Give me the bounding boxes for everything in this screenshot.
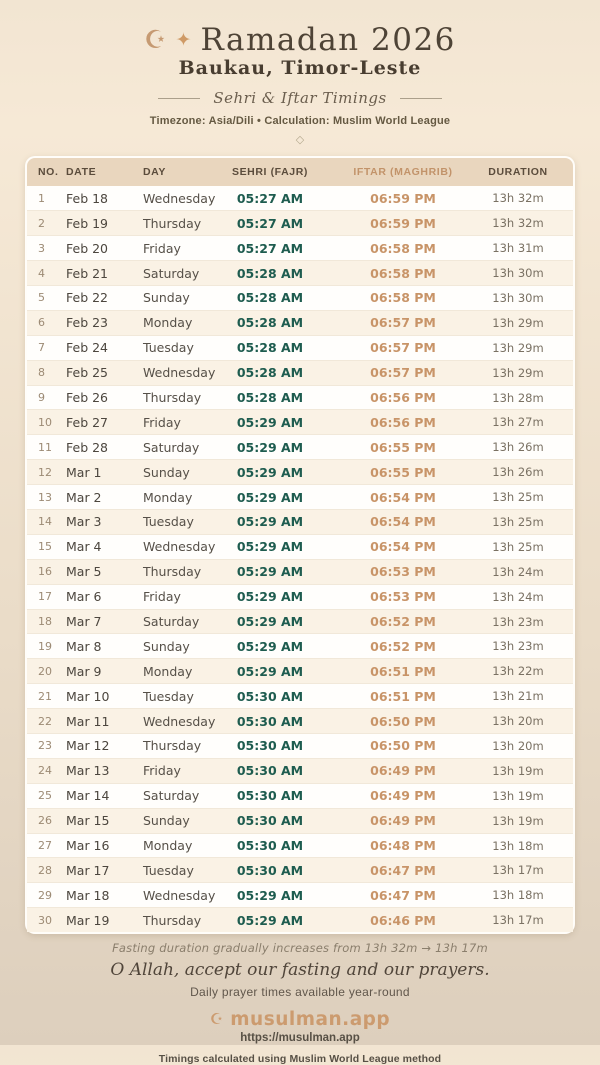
cell-day: Sunday — [143, 638, 190, 654]
cell-duration: 13h 27m — [492, 415, 544, 430]
availability-text: Daily prayer times available year-round — [190, 985, 410, 1000]
cell-iftar: 06:53 PM — [370, 564, 436, 580]
divider-line-right — [400, 98, 442, 99]
cell-duration: 13h 19m — [492, 788, 544, 803]
cell-sehri: 05:29 AM — [236, 464, 304, 480]
table-body — [27, 186, 573, 932]
timings-table-card — [25, 156, 575, 934]
table-row — [27, 907, 573, 932]
cell-no: 29 — [38, 888, 52, 902]
cell-date: Feb 20 — [66, 240, 109, 256]
table-row — [27, 260, 573, 285]
cell-day: Tuesday — [143, 340, 194, 356]
table-row — [27, 310, 573, 335]
table-row — [27, 633, 573, 658]
cell-date: Mar 7 — [66, 614, 102, 630]
section-subtitle-row — [144, 89, 456, 107]
table-row — [27, 609, 573, 634]
cell-day: Thursday — [143, 738, 202, 754]
cell-iftar: 06:54 PM — [370, 539, 436, 555]
cell-sehri: 05:29 AM — [236, 414, 304, 430]
cell-no: 7 — [38, 341, 45, 355]
cell-day: Tuesday — [143, 688, 194, 704]
cell-iftar: 06:57 PM — [370, 365, 436, 381]
cell-iftar: 06:50 PM — [370, 738, 436, 754]
column-header-day: DAY — [143, 166, 167, 179]
cell-date: Mar 11 — [66, 713, 110, 729]
cell-day: Wednesday — [143, 190, 216, 206]
cell-no: 4 — [38, 266, 45, 280]
cell-duration: 13h 24m — [492, 589, 544, 604]
cell-sehri: 05:29 AM — [236, 514, 304, 530]
table-row — [27, 882, 573, 907]
table-row — [27, 409, 573, 434]
cell-day: Tuesday — [143, 514, 194, 530]
table-row — [27, 857, 573, 882]
cell-duration: 13h 18m — [492, 838, 544, 853]
cell-day: Wednesday — [143, 713, 216, 729]
cell-no: 8 — [38, 366, 45, 380]
location-title: Baukau, Timor-Leste — [178, 56, 422, 79]
cell-no: 5 — [38, 291, 45, 305]
cell-sehri: 05:28 AM — [236, 290, 304, 306]
cell-date: Mar 19 — [66, 912, 110, 928]
cell-day: Wednesday — [143, 365, 216, 381]
cell-iftar: 06:48 PM — [370, 838, 436, 854]
cell-sehri: 05:27 AM — [236, 215, 304, 231]
website-url-link[interactable]: https://musulman.app — [240, 1032, 360, 1045]
diamond-ornament-icon: ◇ — [295, 133, 305, 147]
cell-sehri: 05:27 AM — [236, 190, 304, 206]
table-row — [27, 658, 573, 683]
cell-sehri: 05:29 AM — [236, 539, 304, 555]
cell-duration: 13h 32m — [492, 191, 544, 206]
cell-duration: 13h 23m — [492, 639, 544, 654]
table-row — [27, 210, 573, 235]
cell-no: 14 — [38, 515, 52, 529]
cell-iftar: 06:49 PM — [370, 788, 436, 804]
cell-date: Mar 16 — [66, 838, 110, 854]
cell-date: Mar 4 — [66, 539, 102, 555]
cell-duration: 13h 20m — [492, 738, 544, 753]
cell-iftar: 06:57 PM — [370, 315, 436, 331]
cell-sehri: 05:30 AM — [236, 738, 304, 754]
cell-date: Mar 12 — [66, 738, 110, 754]
cell-day: Sunday — [143, 290, 190, 306]
cell-sehri: 05:30 AM — [236, 813, 304, 829]
cell-date: Mar 2 — [66, 489, 102, 505]
cell-no: 1 — [38, 191, 45, 205]
crescent-moon-icon: ☪ — [144, 24, 167, 54]
cell-no: 21 — [38, 689, 52, 703]
cell-date: Feb 24 — [66, 340, 109, 356]
cell-iftar: 06:49 PM — [370, 813, 436, 829]
column-header-date: DATE — [66, 166, 97, 179]
cell-iftar: 06:51 PM — [370, 663, 436, 679]
cell-iftar: 06:58 PM — [370, 265, 436, 281]
cell-date: Feb 25 — [66, 365, 109, 381]
cell-duration: 13h 24m — [492, 564, 544, 579]
table-row — [27, 186, 573, 210]
cell-iftar: 06:55 PM — [370, 464, 436, 480]
cell-day: Friday — [143, 589, 181, 605]
fasting-duration-note: Fasting duration gradually increases from 13h 32m → 13h 17m — [112, 941, 488, 956]
cell-iftar: 06:50 PM — [370, 713, 436, 729]
table-row — [27, 559, 573, 584]
cell-date: Mar 17 — [66, 862, 110, 878]
cell-day: Tuesday — [143, 862, 194, 878]
cell-day: Sunday — [143, 464, 190, 480]
cell-date: Mar 15 — [66, 813, 110, 829]
cell-no: 10 — [38, 415, 52, 429]
column-header-iftar: IFTAR (MAGHRIB) — [353, 166, 453, 179]
cell-date: Feb 26 — [66, 390, 109, 405]
table-row — [27, 833, 573, 858]
cell-no: 19 — [38, 639, 52, 653]
cell-day: Friday — [143, 763, 181, 779]
cell-date: Feb 21 — [66, 265, 109, 281]
cell-duration: 13h 22m — [492, 664, 544, 679]
cell-day: Wednesday — [143, 539, 216, 555]
table-row — [27, 335, 573, 360]
cell-no: 20 — [38, 664, 52, 678]
subtitle-text: Sehri & Iftar Timings — [213, 89, 387, 108]
table-row — [27, 285, 573, 310]
dua-text: O Allah, accept our fasting and our prayers. — [110, 960, 490, 981]
cell-day: Wednesday — [143, 887, 216, 903]
cell-day: Sunday — [143, 813, 190, 829]
table-row — [27, 733, 573, 758]
cell-iftar: 06:55 PM — [370, 439, 436, 455]
cell-iftar: 06:47 PM — [370, 887, 436, 903]
cell-no: 22 — [38, 714, 52, 728]
cell-sehri: 05:28 AM — [236, 265, 304, 281]
cell-iftar: 06:58 PM — [370, 290, 436, 306]
cell-date: Feb 18 — [66, 190, 109, 206]
cell-duration: 13h 32m — [492, 216, 544, 231]
table-row — [27, 683, 573, 708]
column-header-duration: DURATION — [488, 166, 548, 179]
cell-date: Mar 10 — [66, 688, 110, 704]
cell-iftar: 06:52 PM — [370, 614, 436, 630]
cell-date: Mar 3 — [66, 514, 102, 530]
cell-date: Feb 19 — [66, 215, 109, 231]
cell-day: Monday — [143, 489, 193, 505]
divider-line-left — [158, 98, 200, 99]
cell-duration: 13h 18m — [492, 888, 544, 903]
cell-date: Feb 28 — [66, 439, 109, 455]
timezone-calculation-meta: Timezone: Asia/Dili • Calculation: Muslim World League — [149, 115, 451, 128]
table-row — [27, 360, 573, 385]
cell-date: Feb 27 — [66, 414, 109, 430]
cell-day: Thursday — [143, 912, 202, 928]
table-row — [27, 235, 573, 260]
cell-iftar: 06:59 PM — [370, 215, 436, 231]
table-row — [27, 783, 573, 808]
cell-date: Mar 8 — [66, 638, 102, 654]
cell-day: Monday — [143, 315, 193, 331]
cell-iftar: 06:59 PM — [370, 190, 436, 206]
cell-iftar: 06:51 PM — [370, 688, 436, 704]
cell-day: Saturday — [143, 614, 200, 630]
cell-day: Thursday — [143, 215, 202, 231]
cell-iftar: 06:56 PM — [370, 390, 436, 405]
footer — [110, 934, 489, 1065]
brand-row — [210, 1009, 390, 1030]
cell-no: 23 — [38, 739, 52, 753]
table-row — [27, 808, 573, 833]
cell-duration: 13h 30m — [492, 290, 544, 305]
cell-no: 28 — [38, 863, 52, 877]
cell-date: Mar 6 — [66, 589, 102, 605]
cell-iftar: 06:52 PM — [370, 638, 436, 654]
cell-day: Saturday — [143, 439, 200, 455]
cell-day: Saturday — [143, 788, 200, 804]
cell-date: Feb 23 — [66, 315, 109, 331]
cell-no: 3 — [38, 241, 45, 255]
cell-duration: 13h 17m — [492, 863, 544, 878]
cell-duration: 13h 31m — [492, 241, 544, 256]
cell-sehri: 05:28 AM — [236, 315, 304, 331]
cell-date: Mar 5 — [66, 564, 102, 580]
cell-duration: 13h 25m — [492, 514, 544, 529]
cell-duration: 13h 26m — [492, 440, 544, 455]
cell-sehri: 05:27 AM — [236, 240, 304, 256]
cell-no: 15 — [38, 540, 52, 554]
cell-no: 18 — [38, 615, 52, 629]
cell-day: Friday — [143, 414, 181, 430]
cell-sehri: 05:29 AM — [236, 489, 304, 505]
cell-iftar: 06:47 PM — [370, 862, 436, 878]
cell-duration: 13h 29m — [492, 315, 544, 330]
cell-duration: 13h 29m — [492, 365, 544, 380]
cell-sehri: 05:30 AM — [236, 688, 304, 704]
title-row — [144, 24, 456, 57]
cell-no: 25 — [38, 789, 52, 803]
cell-iftar: 06:54 PM — [370, 514, 436, 530]
cell-date: Mar 1 — [66, 464, 102, 480]
table-row — [27, 534, 573, 559]
cell-sehri: 05:30 AM — [236, 763, 304, 779]
cell-date: Mar 18 — [66, 887, 110, 903]
table-row — [27, 434, 573, 459]
cell-iftar: 06:56 PM — [370, 414, 436, 430]
table-row — [27, 509, 573, 534]
cell-date: Mar 9 — [66, 663, 102, 679]
cell-no: 30 — [38, 913, 52, 927]
table-row — [27, 708, 573, 733]
cell-date: Mar 13 — [66, 763, 110, 779]
cell-day: Friday — [143, 240, 181, 256]
cell-sehri: 05:29 AM — [236, 912, 304, 928]
cell-iftar: 06:53 PM — [370, 589, 436, 605]
cell-iftar: 06:58 PM — [370, 240, 436, 256]
cell-no: 17 — [38, 590, 52, 604]
cell-sehri: 05:30 AM — [236, 838, 304, 854]
cell-sehri: 05:29 AM — [236, 614, 304, 630]
calculation-method-text: Timings calculated using Muslim World League method — [158, 1053, 442, 1065]
sparkle-star-icon: ✦ — [175, 28, 192, 51]
column-header-no: NO. — [38, 166, 59, 179]
cell-duration: 13h 19m — [492, 763, 544, 778]
cell-iftar: 06:54 PM — [370, 489, 436, 505]
cell-no: 13 — [38, 490, 52, 504]
cell-no: 12 — [38, 465, 52, 479]
cell-duration: 13h 26m — [492, 465, 544, 480]
cell-duration: 13h 19m — [492, 813, 544, 828]
cell-no: 24 — [38, 764, 52, 778]
table-row — [27, 459, 573, 484]
cell-duration: 13h 21m — [492, 689, 544, 704]
cell-sehri: 05:30 AM — [236, 713, 304, 729]
cell-iftar: 06:49 PM — [370, 763, 436, 779]
cell-no: 9 — [38, 391, 45, 404]
header — [144, 24, 456, 145]
cell-duration: 13h 25m — [492, 490, 544, 505]
cell-duration: 13h 17m — [492, 913, 544, 928]
cell-duration: 13h 23m — [492, 614, 544, 629]
table-row — [27, 385, 573, 410]
brand-crescent-icon: ☪ — [209, 1010, 224, 1029]
cell-duration: 13h 29m — [492, 340, 544, 355]
cell-sehri: 05:28 AM — [236, 340, 304, 356]
cell-iftar: 06:46 PM — [370, 912, 436, 928]
cell-date: Mar 14 — [66, 788, 110, 804]
cell-no: 26 — [38, 814, 52, 828]
cell-day: Monday — [143, 838, 193, 854]
cell-day: Thursday — [143, 564, 202, 580]
cell-sehri: 05:29 AM — [236, 663, 304, 679]
cell-duration: 13h 28m — [492, 390, 544, 405]
cell-no: 16 — [38, 565, 52, 579]
cell-iftar: 06:57 PM — [370, 340, 436, 356]
cell-sehri: 05:29 AM — [236, 887, 304, 903]
cell-duration: 13h 20m — [492, 714, 544, 729]
cell-sehri: 05:29 AM — [236, 439, 304, 455]
cell-sehri: 05:29 AM — [236, 638, 304, 654]
brand-name: musulman.app — [230, 1009, 391, 1031]
page-title: Ramadan 2026 — [200, 22, 456, 58]
cell-sehri: 05:28 AM — [236, 365, 304, 381]
cell-day: Saturday — [143, 265, 200, 281]
cell-no: 27 — [38, 839, 52, 853]
cell-duration: 13h 30m — [492, 266, 544, 281]
cell-day: Thursday — [143, 390, 202, 405]
table-row — [27, 584, 573, 609]
cell-sehri: 05:29 AM — [236, 589, 304, 605]
cell-date: Feb 22 — [66, 290, 109, 306]
cell-no: 6 — [38, 316, 45, 330]
cell-sehri: 05:29 AM — [236, 564, 304, 580]
cell-sehri: 05:28 AM — [236, 390, 304, 405]
cell-no: 11 — [38, 440, 52, 454]
cell-sehri: 05:30 AM — [236, 788, 304, 804]
cell-duration: 13h 25m — [492, 539, 544, 554]
cell-sehri: 05:30 AM — [236, 862, 304, 878]
cell-no: 2 — [38, 216, 45, 230]
table-header-row — [27, 158, 573, 186]
table-row — [27, 484, 573, 509]
table-row — [27, 758, 573, 783]
cell-day: Monday — [143, 663, 193, 679]
column-header-sehri: SEHRI (FAJR) — [231, 166, 309, 179]
